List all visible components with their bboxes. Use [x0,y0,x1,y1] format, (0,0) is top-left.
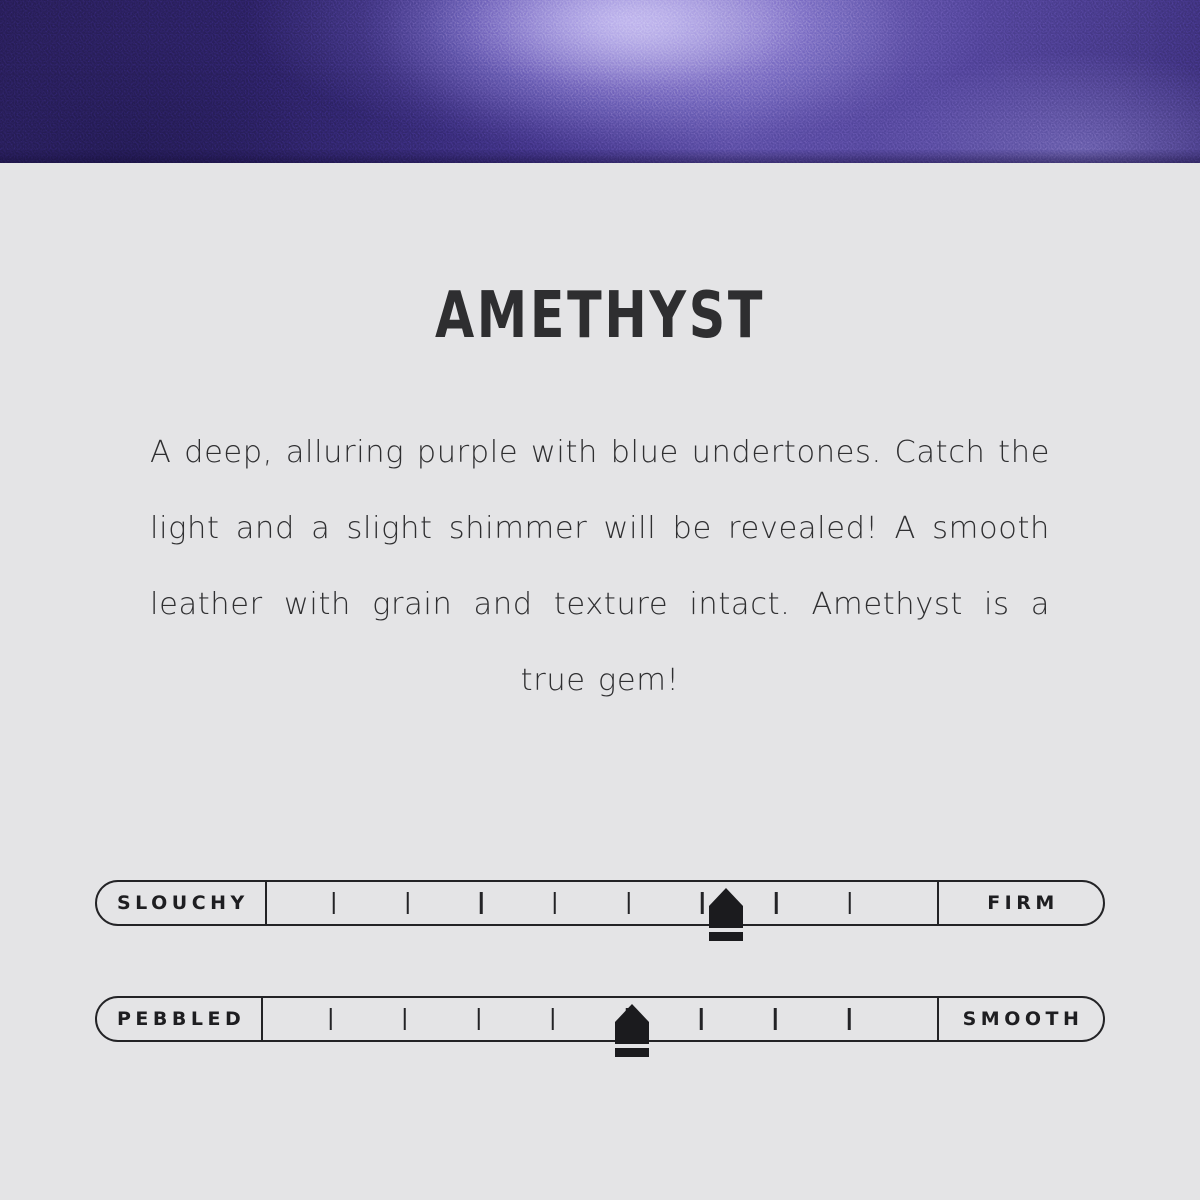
scale-structure [95,880,1105,980]
marker-gap [709,928,743,932]
scale-texture-bar[interactable] [95,996,1105,1042]
scale-tick [480,892,483,914]
scale-tick [552,1008,555,1030]
scale-tick [554,892,557,914]
scale-tick [701,892,704,914]
leather-swatch-image [0,0,1200,163]
scale-tick [774,1008,777,1030]
page-title: AMETHYST [434,279,766,353]
scale-tick [329,1008,332,1030]
scale-texture [95,996,1105,1096]
marker-foot [615,1048,649,1057]
swatch-grain-layer-2 [0,0,1200,163]
scale-structure-ticks [267,882,937,924]
scale-tick [775,892,778,914]
attribute-scales [0,880,1200,1096]
swatch-grain-layer-1 [0,0,1200,163]
card-content [0,163,1200,719]
swatch-bottom-shadow [0,149,1200,163]
scale-tick [478,1008,481,1030]
scale-tick [849,892,852,914]
scale-tick [406,892,409,914]
marker-foot [709,932,743,941]
scale-structure-bar[interactable] [95,880,1105,926]
scale-tick [627,892,630,914]
scale-texture-ticks [263,998,937,1040]
scale-tick [403,1008,406,1030]
scale-tick [626,1008,629,1030]
swatch-shading-layer [0,0,1200,163]
scale-tick [333,892,336,914]
scale-texture-left-label: PEBBLED [97,998,263,1040]
scale-tick [700,1008,703,1030]
color-description: A deep, alluring purple with blue undertones. Catch the light and a slight shimmer will be revealed! A smooth leather with grain and texture intact. Amethyst is a true gem! [150,435,1050,698]
scale-structure-right-label: FIRM [937,882,1103,924]
scale-texture-right-label: SMOOTH [937,998,1103,1040]
scale-tick [848,1008,851,1030]
scale-structure-left-label: SLOUCHY [97,882,267,924]
marker-gap [615,1044,649,1048]
swatch-highlight [380,0,900,140]
